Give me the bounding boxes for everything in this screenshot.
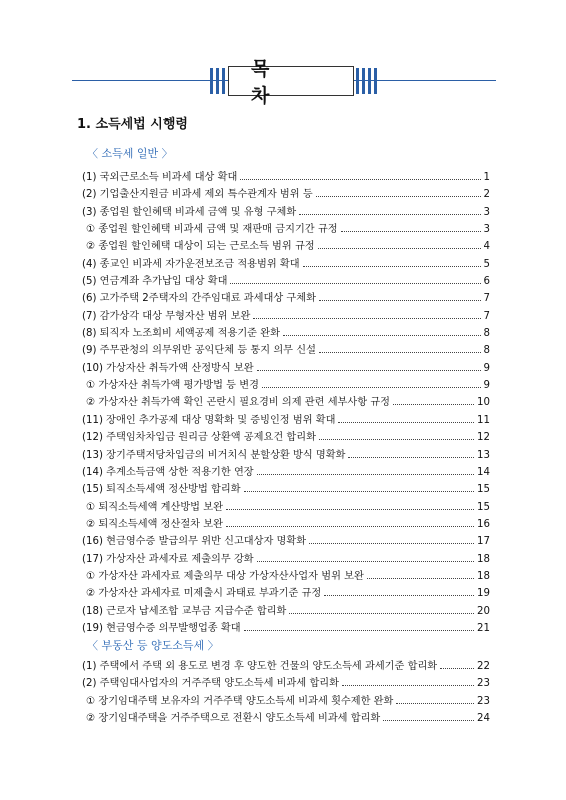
toc-entry-label: ① 종업원 할인혜택 비과세 금액 및 재판매 금지기간 규정 [86,224,338,236]
toc-leader-dots [393,404,474,405]
toc-entry-label: ② 가상자산 과세자료 미제출시 과태료 부과기준 규정 [86,588,322,600]
toc-entry[interactable] [82,289,490,306]
toc-entry[interactable] [82,692,490,709]
toc-leader-dots [338,422,474,423]
toc-entry-page: 8 [483,328,490,340]
toc-leader-dots [367,578,474,579]
toc-entry-label: (2) 기업출산지원금 비과세 제외 특수관계자 범위 등 [82,189,313,201]
toc-entry[interactable] [82,709,490,726]
toc-leader-dots [318,248,481,249]
toc-entry[interactable] [82,324,490,341]
toc-entry-page: 20 [477,605,490,617]
toc-entry-label: (9) 주무관청의 의무위반 공익단체 등 통지 의무 신설 [82,345,316,357]
toc-entry[interactable] [82,185,490,202]
toc-entry-page: 19 [477,588,490,600]
toc-entry-label: ① 가상자산 과세자료 제출의무 대상 가상자산사업자 범위 보완 [86,570,364,582]
toc-entry-label: (11) 장애인 추가공제 대상 명확화 및 증빙인정 범위 확대 [82,414,336,426]
toc-entry[interactable] [82,657,490,674]
toc-leader-dots [244,630,474,631]
toc-list-real-estate [82,657,490,726]
toc-entry-page: 18 [477,553,490,565]
toc-entry-page: 12 [477,432,490,444]
toc-leader-dots [262,387,481,388]
toc-leader-dots [299,214,480,215]
toc-entry-page: 15 [477,484,490,496]
toc-entry-label: (8) 퇴직자 노조회비 세액공제 적용기준 완화 [82,328,280,340]
toc-entry[interactable] [82,341,490,358]
toc-entry-page: 3 [483,224,490,236]
toc-leader-dots [348,457,474,458]
toc-entry-label: (18) 근로자 납세조합 교부금 지급수준 합리화 [82,605,287,617]
toc-entry-page: 15 [477,501,490,513]
toc-entry-label: (7) 감가상각 대상 무형자산 범위 보완 [82,310,251,322]
toc-entry-label: (12) 주택임차차입금 원리금 상환액 공제요건 합리화 [82,432,316,444]
toc-entry[interactable] [82,376,490,393]
toc-entry-page: 1 [483,172,490,183]
toc-entry-label: (16) 현금영수증 발급의무 위반 신고대상자 명확화 [82,536,307,548]
toc-entry-page: 4 [483,241,490,253]
section-title: 1. 소득세법 시행령 [77,117,188,132]
toc-entry-page: 23 [477,695,490,707]
title-box [228,58,354,107]
toc-entry-label: (19) 현금영수증 의무발행업종 확대 [82,622,241,634]
toc-entry-page: 2 [483,189,490,201]
toc-entry[interactable] [82,411,490,428]
toc-entry[interactable] [82,602,490,619]
toc-entry-label: (10) 가상자산 취득가액 산정방식 보완 [82,362,254,374]
toc-entry-label: (13) 장기주택저당차입금의 비거치식 분할상환 방식 명확화 [82,449,346,461]
toc-entry[interactable] [82,567,490,584]
toc-leader-dots [440,668,474,669]
toc-leader-dots [257,474,474,475]
toc-entry[interactable] [82,307,490,324]
toc-entry-label: (14) 추계소득금액 상한 적용기한 연장 [82,466,254,478]
toc-entry[interactable] [82,168,490,185]
toc-entry[interactable] [82,584,490,601]
page-title: 목 차 [251,58,292,107]
toc-entry-page: 24 [477,713,490,725]
toc-leader-dots [309,543,474,544]
toc-entry-label: ② 장기임대주택을 거주주택으로 전환시 양도소득세 비과세 합리화 [86,713,381,725]
toc-entry-label: ② 퇴직소득세액 정산절차 보완 [86,518,223,530]
toc-leader-dots [226,509,474,510]
toc-entry-page: 23 [477,678,490,690]
toc-entry[interactable] [82,498,490,515]
toc-entry[interactable] [82,393,490,410]
toc-leader-dots [283,335,481,336]
toc-list-general [82,168,490,636]
toc-entry-page: 13 [477,449,490,461]
toc-leader-dots [316,196,481,197]
toc-leader-dots [319,352,481,353]
toc-entry[interactable] [82,674,490,691]
toc-entry[interactable] [82,515,490,532]
toc-leader-dots [240,179,480,180]
toc-entry-page: 22 [477,661,490,672]
group-heading-real-estate: 〈 부동산 등 양도소득세 〉 [87,639,219,652]
toc-entry[interactable] [82,359,490,376]
toc-entry-label: (2) 주택임대사업자의 거주주택 양도소득세 비과세 합리화 [82,678,339,690]
toc-entry-label: ① 가상자산 취득가액 평가방법 등 변경 [86,380,259,392]
toc-entry-label: (5) 연금계좌 추가납입 대상 확대 [82,276,228,288]
toc-entry-page: 17 [477,536,490,548]
toc-leader-dots [244,491,474,492]
toc-entry-page: 9 [483,362,490,374]
toc-entry-label: (4) 종교인 비과세 자가운전보조금 적용범위 확대 [82,258,300,270]
toc-leader-dots [226,526,474,527]
toc-entry-page: 16 [477,518,490,530]
toc-entry-page: 3 [483,206,490,218]
toc-entry-page: 10 [477,397,490,409]
toc-entry-label: (1) 주택에서 주택 외 용도로 변경 후 양도한 건물의 양도소득세 과세기준 합리화 [82,661,438,672]
toc-entry[interactable] [82,550,490,567]
toc-entry-page: 7 [483,293,490,305]
toc-entry-page: 11 [477,414,490,426]
toc-leader-dots [253,318,480,319]
toc-leader-dots [319,439,474,440]
toc-entry[interactable] [82,463,490,480]
toc-entry-label: (17) 가상자산 과세자료 제출의무 강화 [82,553,254,565]
toc-entry-label: (1) 국외근로소득 비과세 대상 확대 [82,172,238,183]
toc-leader-dots [383,720,474,721]
toc-entry-page: 9 [483,380,490,392]
group-heading-general: 〈 소득세 일반 〉 [87,147,173,160]
toc-entry[interactable] [82,220,490,237]
toc-leader-dots [257,561,474,562]
toc-leader-dots [303,266,481,267]
toc-entry-label: ① 퇴직소득세액 계산방법 보완 [86,501,223,513]
toc-entry[interactable] [82,619,490,636]
toc-leader-dots [396,703,474,704]
toc-entry-label: (15) 퇴직소득세액 정산방법 합리화 [82,484,241,496]
toc-entry-page: 18 [477,570,490,582]
toc-leader-dots [230,283,480,284]
toc-entry-page: 14 [477,466,490,478]
toc-title-banner [72,58,496,107]
toc-entry-page: 7 [483,310,490,322]
toc-leader-dots [257,370,481,371]
toc-leader-dots [324,595,474,596]
title-bars-right [356,68,377,94]
toc-entry-label: (3) 종업원 할인혜택 비과세 금액 및 유형 구체화 [82,206,297,218]
toc-entry[interactable] [82,272,490,289]
toc-entry-label: (6) 고가주택 2주택자의 간주임대료 과세대상 구체화 [82,293,316,305]
toc-leader-dots [319,300,481,301]
toc-entry-label: ① 장기임대주택 보유자의 거주주택 양도소득세 비과세 횟수제한 완화 [86,695,394,707]
toc-entry-page: 5 [483,258,490,270]
toc-entry[interactable] [82,480,490,497]
toc-entry[interactable] [82,428,490,445]
toc-leader-dots [341,231,481,232]
toc-entry[interactable] [82,446,490,463]
toc-entry-page: 6 [483,276,490,288]
toc-entry[interactable] [82,203,490,220]
toc-leader-dots [289,613,474,614]
toc-entry-label: ② 가상자산 취득가액 확인 곤란시 필요경비 의제 관련 세부사항 규정 [86,397,390,409]
toc-leader-dots [342,685,474,686]
toc-entry[interactable] [82,532,490,549]
toc-entry[interactable] [82,237,490,254]
toc-entry[interactable] [82,255,490,272]
toc-entry-page: 8 [483,345,490,357]
toc-entry-label: ② 종업원 할인혜택 대상이 되는 근로소득 범위 규정 [86,241,315,253]
toc-entry-page: 21 [477,622,490,634]
